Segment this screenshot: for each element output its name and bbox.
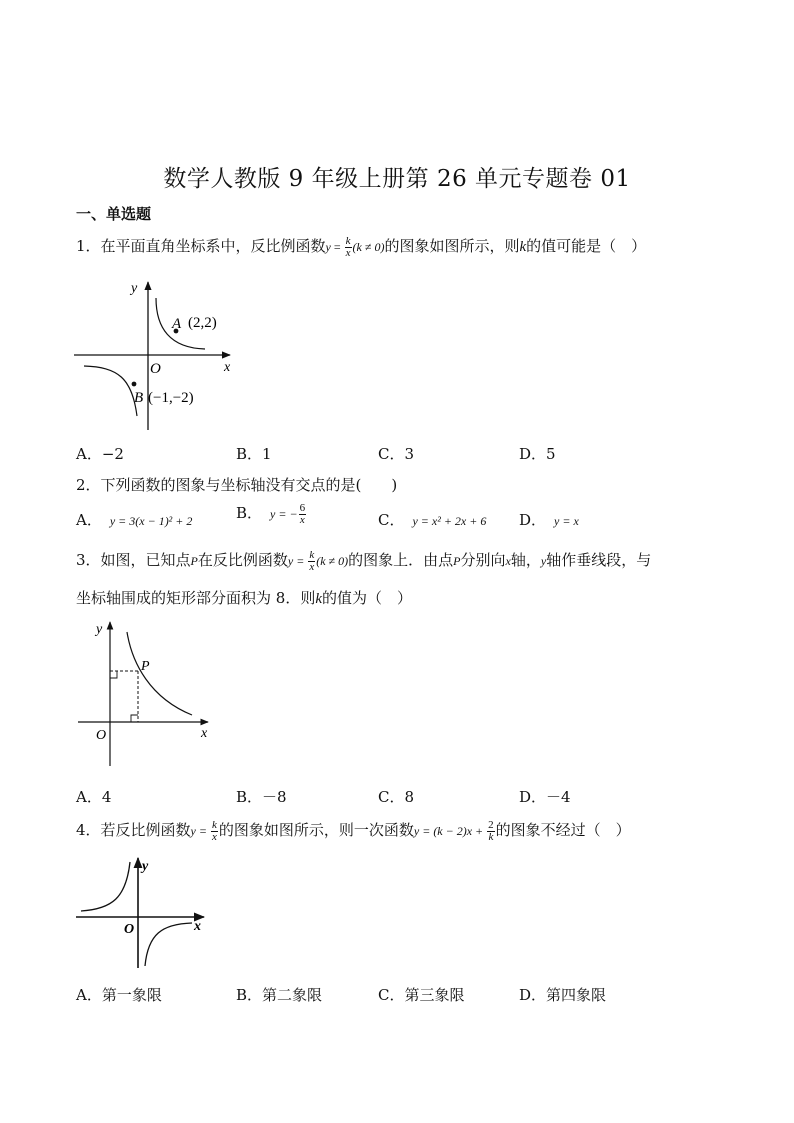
- q4-option-c[interactable]: C．第三象限: [378, 986, 465, 1004]
- q1-curve-q3: [84, 366, 137, 416]
- q3-p-label: P: [141, 659, 150, 674]
- q1-origin-label: O: [150, 361, 161, 377]
- q1-frac-den: x: [345, 246, 351, 259]
- q3-suffix4: 轴作垂线段，与: [546, 551, 652, 569]
- q4-prefix: 4．若反比例函数: [76, 821, 191, 839]
- q3-line2-a: 坐标轴围成的矩形部分面积为 8．则: [76, 589, 316, 607]
- q3-option-c[interactable]: C．8: [378, 788, 415, 806]
- q2-a-label: A．: [76, 511, 102, 529]
- page-title: 数学人教版 9 年级上册第 26 单元专题卷 01: [163, 166, 631, 192]
- q3-frac-den: x: [309, 560, 315, 573]
- q4-mid: 的图象如图所示，则一次函数: [218, 821, 414, 839]
- q4-y-label: y: [142, 859, 149, 874]
- q2-b-num: 6: [299, 501, 306, 514]
- q3-right-angle-x: [131, 715, 138, 722]
- q3-option-a[interactable]: A．4: [76, 788, 112, 806]
- q3-option-d[interactable]: D．－4: [519, 788, 571, 806]
- q1-func-y: y: [325, 240, 331, 254]
- q1-option-a[interactable]: A．−2: [76, 445, 124, 463]
- q3-y-label: y: [96, 622, 103, 637]
- q1-func-eq: =: [330, 240, 344, 254]
- q2-option-c[interactable]: [378, 509, 486, 530]
- q3-line2-var: k: [315, 591, 322, 607]
- q3-func-y: y =: [287, 554, 308, 568]
- q4-option-b[interactable]: B．第二象限: [236, 986, 323, 1004]
- q1-option-d[interactable]: D．5: [519, 445, 556, 463]
- q2-d-expr: y = x: [554, 514, 579, 528]
- section-heading: 一、单选题: [76, 205, 152, 223]
- q3-prefix: 3．如图，已知点: [76, 551, 191, 569]
- q3-axis-y: y: [540, 554, 547, 568]
- q4-lin-den: k: [488, 830, 494, 843]
- q4-lin-num: 2: [488, 818, 494, 831]
- q3-fraction: [308, 550, 315, 573]
- q3-curve: [127, 632, 192, 715]
- q3-point2: P: [453, 554, 461, 568]
- q1-option-b[interactable]: B．1: [236, 445, 272, 463]
- q2-a-expr: y = 3(x − 1)² + 2: [109, 514, 193, 528]
- q2-b-label: B．: [236, 504, 263, 522]
- q4-figure: [70, 854, 210, 972]
- q1-y-label: y: [131, 281, 138, 296]
- q1-figure: [70, 278, 240, 436]
- q3-suffix2: 分别向: [460, 551, 506, 569]
- q4-frac-num: k: [211, 818, 217, 831]
- question-2: 2．下列函数的图象与坐标轴没有交点的是( ): [76, 476, 398, 494]
- question-4: [76, 819, 631, 843]
- q1-point-b: [132, 382, 137, 387]
- q3-point: P: [190, 554, 198, 568]
- q3-x-label: x: [201, 726, 208, 741]
- q2-option-d[interactable]: [519, 509, 579, 530]
- q4-fraction: [211, 820, 218, 843]
- q2-b-den: x: [299, 513, 305, 526]
- q1-x-label: x: [224, 360, 231, 375]
- q2-c-expr: y = x² + 2x + 6: [412, 514, 487, 528]
- q1-a-label: A: [172, 316, 182, 332]
- q3-option-b[interactable]: B．－8: [236, 788, 287, 806]
- q4-curve-q2: [81, 862, 130, 911]
- q3-suffix: 的图象上．由点: [348, 551, 454, 569]
- q2-option-a[interactable]: [76, 509, 192, 530]
- q4-option-d[interactable]: D．第四象限: [519, 986, 607, 1004]
- question-3-line2: [76, 587, 412, 610]
- q3-line2-b: 的值为（ ）: [322, 589, 413, 607]
- q3-right-angle-y: [110, 671, 117, 678]
- q4-option-a[interactable]: A．第一象限: [76, 986, 162, 1004]
- q1-suffix2: 的值可能是（ ）: [526, 237, 647, 255]
- q4-curve-q4: [145, 923, 192, 966]
- q2-c-label: C．: [378, 511, 405, 529]
- q3-figure: [70, 618, 220, 768]
- question-1: [76, 235, 646, 259]
- q3-axis-x: x: [505, 554, 511, 568]
- q1-b-label: B: [134, 390, 144, 406]
- q1-a-coord: (2,2): [188, 315, 217, 331]
- q4-frac-den: x: [211, 830, 217, 843]
- q3-origin-label: O: [96, 728, 107, 743]
- q2-d-label: D．: [519, 511, 547, 529]
- q1-prefix: 1．在平面直角坐标系中，反比例函数: [76, 237, 326, 255]
- q1-var: k: [519, 239, 527, 255]
- q4-origin-label: O: [124, 922, 135, 937]
- q1-frac-num: k: [345, 234, 351, 247]
- q1-fraction: [345, 236, 352, 259]
- q4-suffix: 的图象不经过（ ）: [495, 821, 631, 839]
- q3-frac-num: k: [309, 548, 315, 561]
- q1-func-cond: (k ≠ 0): [352, 240, 385, 254]
- q3-mid: 在反比例函数: [197, 551, 288, 569]
- q2-option-b[interactable]: [236, 502, 307, 526]
- question-3-line1: [76, 549, 651, 573]
- q4-func-y: y =: [190, 824, 210, 838]
- q2-b-fraction: [299, 503, 307, 526]
- q3-suffix3: 轴，: [510, 551, 541, 569]
- q4-linear: y = (k − 2)x +: [413, 824, 487, 838]
- q1-option-c[interactable]: C．3: [378, 445, 415, 463]
- q4-linear-fraction: [487, 820, 495, 843]
- q4-x-label: x: [194, 919, 201, 934]
- q1-b-coord: (−1,−2): [148, 390, 194, 406]
- q3-func-cond: (k ≠ 0): [316, 554, 349, 568]
- q2-b-pre: y = −: [270, 507, 298, 521]
- q1-suffix: 的图象如图所示，则: [384, 237, 520, 255]
